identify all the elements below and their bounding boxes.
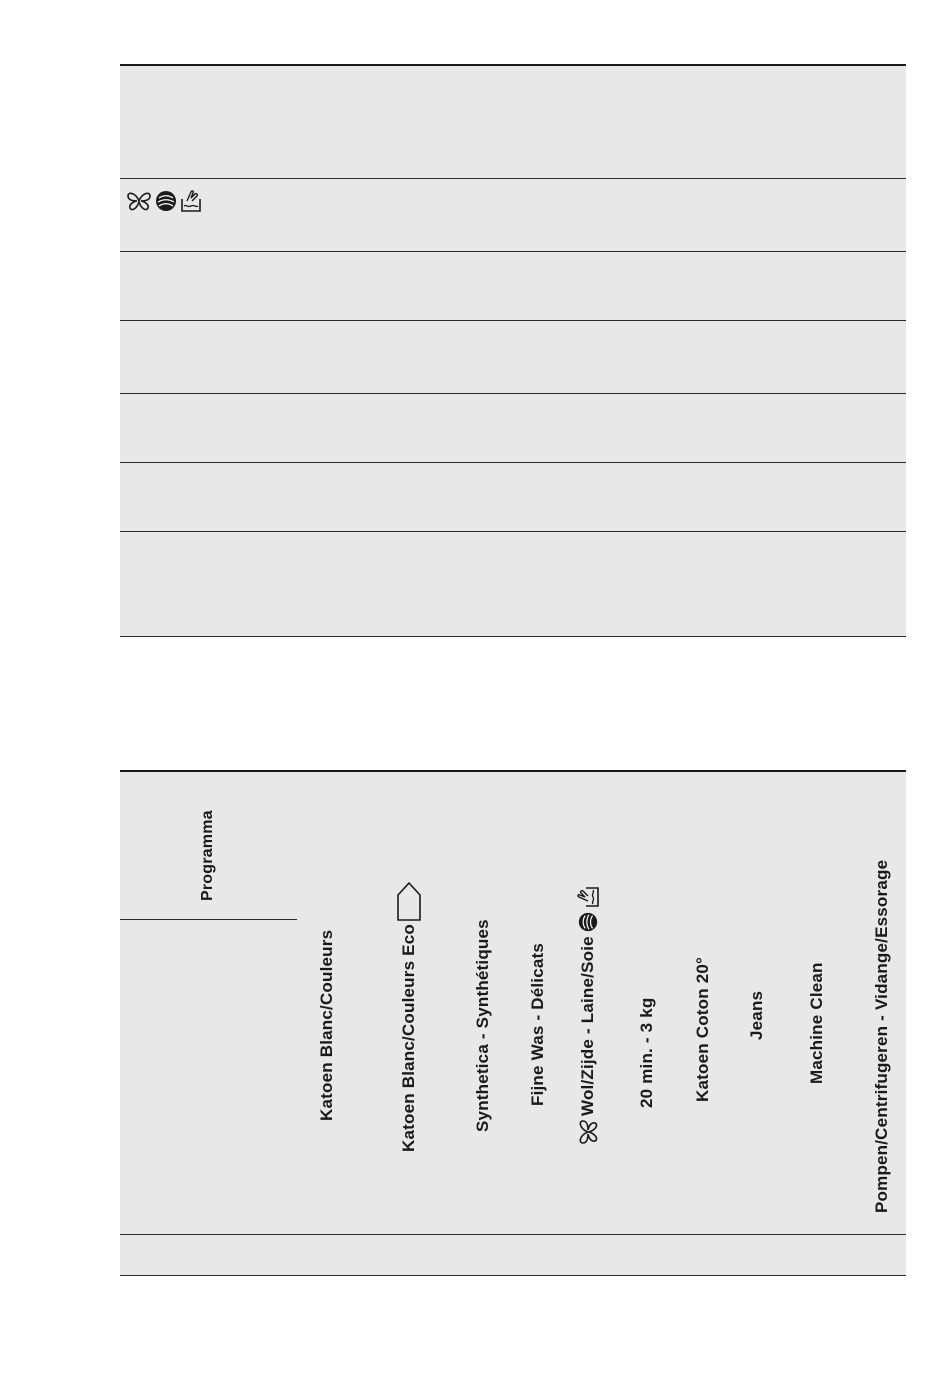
program-label: Katoen Coton 20° <box>693 956 712 1102</box>
eco-tag-icon <box>397 881 421 921</box>
program-label: 20 min. - 3 kg <box>637 997 656 1108</box>
table-row <box>120 394 906 463</box>
wool-ball-icon <box>154 189 178 213</box>
program-label: Katoen Blanc/Couleurs Eco <box>397 881 421 1152</box>
program-label: Jeans <box>747 990 766 1040</box>
butterfly-icon <box>576 1119 600 1145</box>
program-label: Synthetica - Synthétiques <box>473 919 492 1132</box>
table-row <box>120 321 906 394</box>
program-label: Fijne Was - Délicats <box>528 942 547 1106</box>
header-divider <box>120 919 297 920</box>
table-row <box>120 463 906 532</box>
table-row <box>120 637 906 690</box>
table-row <box>120 532 906 637</box>
program-label: Katoen Blanc/Couleurs <box>317 929 336 1121</box>
top-table <box>120 64 906 690</box>
programma-header: Programma <box>199 810 216 901</box>
row-divider <box>120 1234 906 1235</box>
column-header <box>199 810 217 901</box>
butterfly-icon <box>126 189 152 213</box>
hand-wash-icon <box>180 189 202 213</box>
wool-ball-icon <box>577 911 599 933</box>
programs-table <box>120 770 906 1276</box>
table-row <box>120 252 906 321</box>
hand-wash-icon <box>576 886 600 908</box>
wool-symbols <box>126 189 202 213</box>
program-label: Machine Clean <box>807 962 826 1084</box>
program-label: Wol/Zijde - Laine/Soie <box>576 886 600 1145</box>
table-row <box>120 179 906 252</box>
table-row <box>120 66 906 179</box>
program-label: Pompen/Centrifugeren - Vidange/Essorage <box>872 859 891 1213</box>
